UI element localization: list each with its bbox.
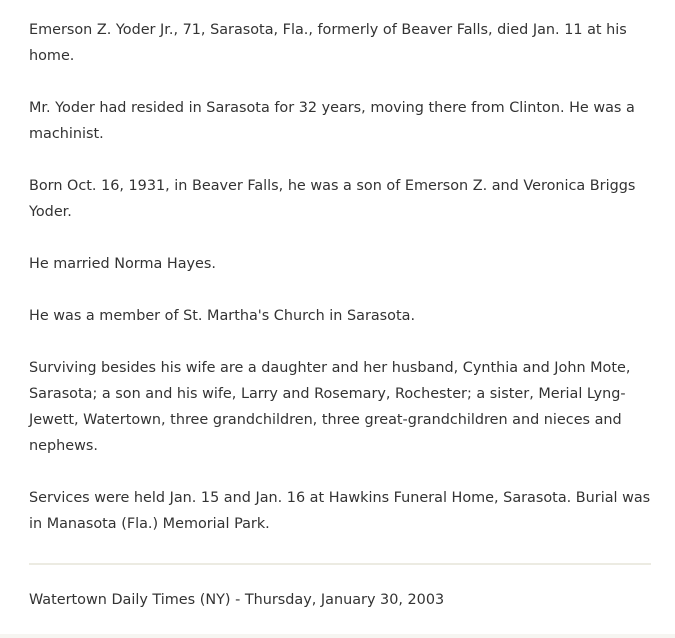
obituary-body xyxy=(29,17,651,563)
obituary-paragraph-residence: Mr. Yoder had resided in Sarasota for 32 years, moving there from Clinton. He was a machinist. xyxy=(29,100,635,142)
obituary-paragraph-marriage: He married Norma Hayes. xyxy=(29,256,216,272)
obituary-paragraph-survivors: Surviving besides his wife are a daughter and her husband, Cynthia and John Mote, Sarasota; a son and his wife, Larry and Rosemary, Rochester; a sister, Merial Lyng-Jewett, Watertown, three grandchildren, three great-grandchildren and nieces and nephews. xyxy=(29,360,631,454)
obituary-source-line: Watertown Daily Times (NY) - Thursday, January 30, 2003 xyxy=(29,592,445,608)
page-bottom-edge xyxy=(0,634,675,638)
obituary-paragraph-services: Services were held Jan. 15 and Jan. 16 at Hawkins Funeral Home, Sarasota. Burial was in Manasota (Fla.) Memorial Park. xyxy=(29,490,651,532)
obituary-paragraph-church: He was a member of St. Martha's Church in Sarasota. xyxy=(29,308,416,324)
section-divider xyxy=(29,563,651,565)
obituary-paragraph-birth: Born Oct. 16, 1931, in Beaver Falls, he was a son of Emerson Z. and Veronica Briggs Yoder. xyxy=(29,178,636,220)
obituary-paragraph-death: Emerson Z. Yoder Jr., 71, Sarasota, Fla., formerly of Beaver Falls, died Jan. 11 at his home. xyxy=(29,22,627,64)
